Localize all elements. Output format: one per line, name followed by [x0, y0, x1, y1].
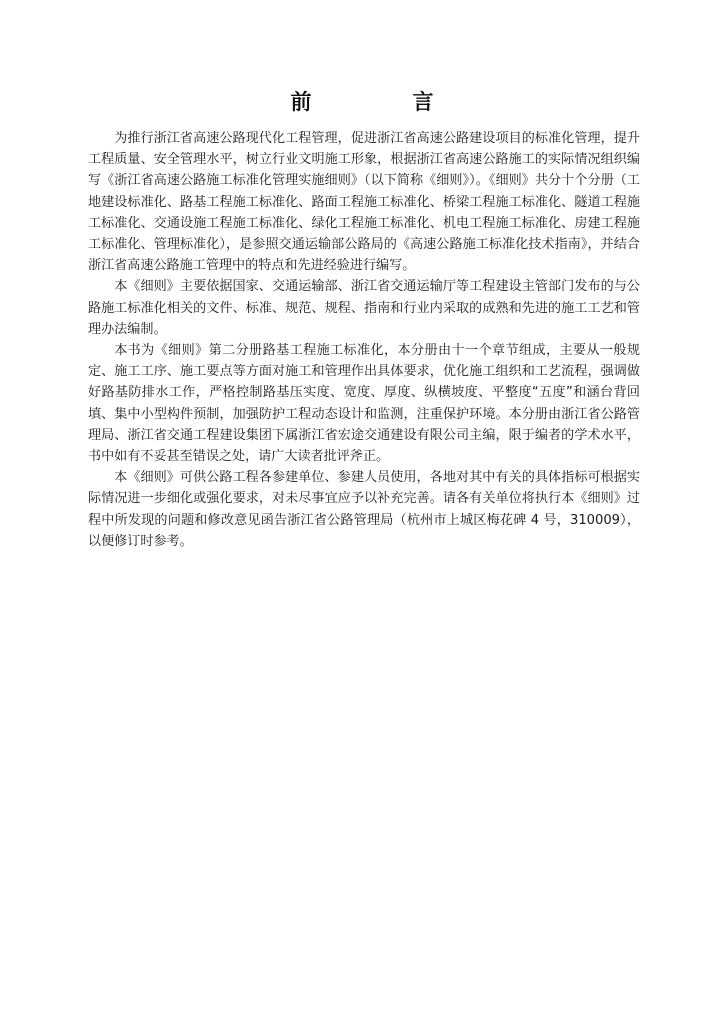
paragraph-2: 本《细则》主要依据国家、交通运输部、浙江省交通运输厅等工程建设主管部门发布的与公路施工标准化相关的文件、标准、规范、规程、指南和行业内采取的成熟和先进的施工工艺和管理办法编制。	[88, 279, 640, 337]
paragraph-1: 为推行浙江省高速公路现代化工程管理，促进浙江省高速公路建设项目的标准化管理，提升工程质量、安全管理水平，树立行业文明施工形象，根据浙江省高速公路施工的实际情况组织编写《浙江省高速公路施工标准化管理实施细则》（以下简称《细则》）。《细则》共分十个分册（工地建设标准化、路基工程施工标准化、路面工程施工标准化、桥梁工程施工标准化、隧道工程施工标准化、交通设施工程施工标准化、绿化工程施工标准化、机电工程施工标准化、房建工程施工标准化、管理标准化），是参照交通运输部公路局的《高速公路施工标准化技术指南》，并结合浙江省高速公路施工管理中的特点和先进经验进行编写。	[88, 131, 640, 274]
paragraph-3: 本书为《细则》第二分册路基工程施工标准化，本分册由十一个章节组成，主要从一般规定、施工工序、施工要点等方面对施工和管理作出具体要求，优化施工组织和工艺流程，强调做好路基防排水工作，严格控制路基压实度、宽度、厚度、纵横坡度、平整度“五度”和涵台背回填、集中小型构件预制，加强防护工程动态设计和监测，注重保护环境。本分册由浙江省公路管理局、浙江省交通工程建设集团下属浙江省宏途交通建设有限公司主编，限于编者的学术水平，书中如有不妥甚至错误之处，请广大读者批评斧正。	[88, 343, 640, 465]
page-title: 前 言	[290, 90, 474, 114]
body-text	[88, 128, 640, 552]
paragraph-4: 本《细则》可供公路工程各参建单位、参建人员使用，各地对其中有关的具体指标可根据实际情况进一步细化或强化要求，对未尽事宜应予以补充完善。请各有关单位将执行本《细则》过程中所发现的问题和修改意见函告浙江省公路管理局（杭州市上城区梅花碑 4 号，310009），以便修订时参考。	[88, 470, 640, 549]
